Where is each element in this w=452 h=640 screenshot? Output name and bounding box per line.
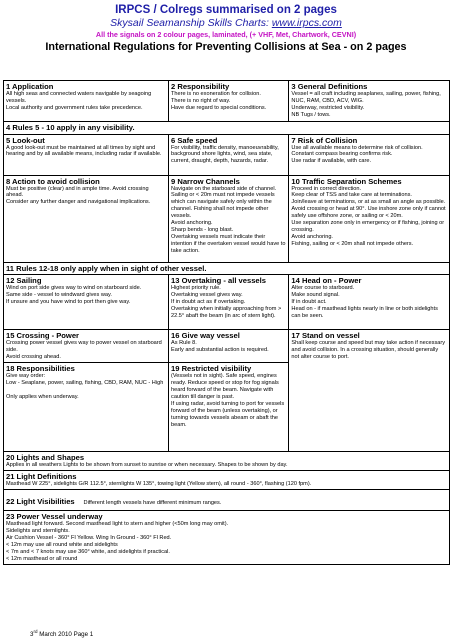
rule-title: 2 Responsibility <box>171 82 230 91</box>
table-row <box>4 330 450 363</box>
rule-text: Wind on port side gives way to wind on starboard side. Same side - vessel to windward gives way. If unsure and you have wind to port then give way. <box>6 285 142 305</box>
rule-4-cell <box>4 122 450 135</box>
rule-text: Vessel = all craft including seaplanes, sailing, power, fishing, NUC, RAM, CBD, ACV, WIG. Underway, restricted visibility. NB Tugs / tows. <box>291 91 441 118</box>
rule-9-cell <box>169 175 289 262</box>
rule-text: As Rule 8. Early and substantial action is required. <box>171 340 269 353</box>
table-row <box>4 175 450 262</box>
website-link[interactable]: www.irpcs.com <box>271 17 342 29</box>
table-row <box>4 511 450 565</box>
rule-title: 11 Rules 12-18 only apply when in sight of other vessel. <box>6 263 207 273</box>
rule-text: Use all available means to determine risk of collision. Constant compass bearing confirms risk. Use radar if available, with care. <box>291 144 423 165</box>
rule-title: 5 Look-out <box>6 135 45 145</box>
rule-title: 14 Head on - Power <box>291 276 362 285</box>
rule-title: 18 Responsibilities <box>6 364 75 373</box>
table-row <box>4 275 450 330</box>
page-header <box>0 4 452 54</box>
table-row <box>4 490 450 511</box>
rule-title: 21 Light Definitions <box>6 472 77 481</box>
rule-title: 3 General Definitions <box>291 82 368 91</box>
rule-title: 6 Safe speed <box>171 135 218 145</box>
rule-14-cell <box>289 275 450 330</box>
rule-18-cell <box>4 363 169 452</box>
rule-text: Shall keep course and speed but may take action if necessary and avoid collision. In a crossing situation, should generally not alter course to port. <box>291 340 446 360</box>
rule-title: 15 Crossing - Power <box>6 331 80 340</box>
rules-table <box>3 80 450 565</box>
table-row <box>4 134 450 175</box>
rule-text: A good look-out must be maintained at all times by sight and hearing and by all available means, including radar if available. <box>6 144 162 158</box>
rule-title: 12 Sailing <box>6 276 42 285</box>
rule-6-cell <box>169 134 289 175</box>
rule-title: 19 Restricted visibility <box>171 364 252 373</box>
rule-8-cell <box>4 175 169 262</box>
rule-text: Give way order: Low - Seaplane, power, sailing, fishing, CBD, RAM, NUC - High Only applies when underway. <box>6 373 164 400</box>
rule-text: Applies in all weathers Lights to be shown from sunset to sunrise or when necessary. Shapes to be shown by day. <box>6 462 288 468</box>
rule-3-cell <box>289 81 450 122</box>
rule-text: There is no exoneration for collision. There is no right of way. Have due regard to special conditions. <box>171 91 267 111</box>
rule-title: 13 Overtaking - all vessels <box>171 276 266 285</box>
table-row <box>4 122 450 135</box>
rule-title: 10 Traffic Separation Schemes <box>291 176 402 186</box>
rule-2-cell <box>169 81 289 122</box>
rule-text: All high seas and connected waters navigable by seagoing vessels. Local authority and government rules take precedence. <box>6 91 152 111</box>
table-row <box>4 471 450 490</box>
rule-text: Navigate on the starboard side of channel. Sailing or < 20m must not impede vessels which can navigate safely only within the channel. Fishing shall not impede other vessels. Avoid anchoring. Sharp bends - long blast. Overtaking vessels must indicate their intention if the overtaken vessel would have to take action. <box>171 185 286 255</box>
rule-19-cell <box>169 363 289 452</box>
rule-title: 20 Lights and Shapes <box>6 453 85 462</box>
rule-title: 7 Risk of Collision <box>291 135 358 145</box>
rule-17-cell <box>289 330 450 452</box>
rule-12-cell <box>4 275 169 330</box>
rule-text: Proceed in correct direction. Keep clear of TSS and take care at terminations. Join/leave at terminations, or at as small an angle as possible. Avoid crossing or head at 90°. Use inshore zone only if cannot safely use offshore zone, or sailing or < 20m. Use separation zone only in emergency or if fishing, joining or crossing. Avoid anchoring. Fishing, sailing or < 20m shall not impede others. <box>291 185 446 248</box>
footer-date-page: March 2010 Page 1 <box>37 631 94 639</box>
rule-text: Different length vessels have different minimum ranges. <box>83 500 222 506</box>
page-title: IRPCS / Colregs summarised on 2 pages <box>115 4 337 16</box>
rule-title: 9 Narrow Channels <box>171 176 240 186</box>
rule-title: 1 Application <box>6 82 54 91</box>
rule-1-cell <box>4 81 169 122</box>
rule-text: (Vessels not in sight). Safe speed, engines ready. Reduce speed or stop for fog signals heard forward of the beam. Navigate with caution till danger is past. If using radar, avoid turning to port for vessels forward of the beam (unless overtaking), or turning towards vessels abeam or abaft the beam. <box>171 373 285 428</box>
footer-day: 3 <box>30 631 34 639</box>
rule-5-cell <box>4 134 169 175</box>
rule-text: Crossing power vessel gives way to power vessel on starboard side. Avoid crossing ahead. <box>6 340 162 360</box>
rule-13-cell <box>169 275 289 330</box>
rule-text: Highest priority rule. Overtaking vessel gives way. If in doubt act as if overtaking. Overtaking when initially approaching from > 22.5° abaft the beam (in arc of stern light). <box>171 285 282 319</box>
page-subtitle <box>0 17 452 30</box>
rule-text: Alter course to starboard. Make sound signal. If in doubt act. Head on - if masthead lights nearly in line or both sidelights can be seen. <box>291 285 438 319</box>
page-footer <box>30 628 93 639</box>
rule-7-cell <box>289 134 450 175</box>
rule-title: 17 Stand on vessel <box>291 331 360 340</box>
rule-22-cell <box>4 490 450 511</box>
rule-title: 16 Give way vessel <box>171 331 240 340</box>
rule-title: 22 Light Visibilities <box>6 497 75 506</box>
table-row <box>4 452 450 471</box>
rule-11-cell <box>4 262 450 275</box>
page-tagline: All the signals on 2 colour pages, laminated, (+ VHF, Met, Chartwork, CEVNI) <box>95 30 357 39</box>
rule-20-cell <box>4 452 450 471</box>
rule-21-cell <box>4 471 450 490</box>
rule-title: 23 Power Vessel underway <box>6 512 103 521</box>
rule-text: For visibility, traffic density, manoeuvrability, background shore lights, wind, sea state, current, draught, depth, hazards, radar. <box>171 144 279 165</box>
table-row <box>4 81 450 122</box>
rule-15-cell <box>4 330 169 363</box>
table-row <box>4 262 450 275</box>
rule-text: Masthead W 225°, sidelights G/R 112.5°, sternlights W 135°, towing light (Yellow stern), all round - 360°, flashing (120 fpm). <box>6 481 312 487</box>
rule-10-cell <box>289 175 450 262</box>
rule-title: 4 Rules 5 - 10 apply in any visibility. <box>6 123 135 132</box>
page-heading: International Regulations for Preventing Collisions at Sea - on 2 pages <box>45 41 407 53</box>
rule-23-cell <box>4 511 450 565</box>
rule-title: 8 Action to avoid collision <box>6 176 100 186</box>
footer-ordinal: rd <box>33 629 38 634</box>
rule-16-cell <box>169 330 289 363</box>
rule-text: Must be positive (clear) and in ample time. Avoid crossing ahead. Consider any further danger and navigational implications. <box>6 185 151 206</box>
rule-text: Masthead light forward. Second masthead light to stern and higher (<50m long may omit). Sidelights and sternlights. Air Cushion Vessel - 360° Fl Yellow. Wing In Ground - 360° Fl Red. < 12m may use all round white and sidelights < 7m and < 7 knots may use 360° white, and sidelights if practical. < 12m masthead or all round <box>6 521 229 562</box>
subtitle-prefix: Skysail Seamanship Skills Charts: <box>110 17 272 29</box>
